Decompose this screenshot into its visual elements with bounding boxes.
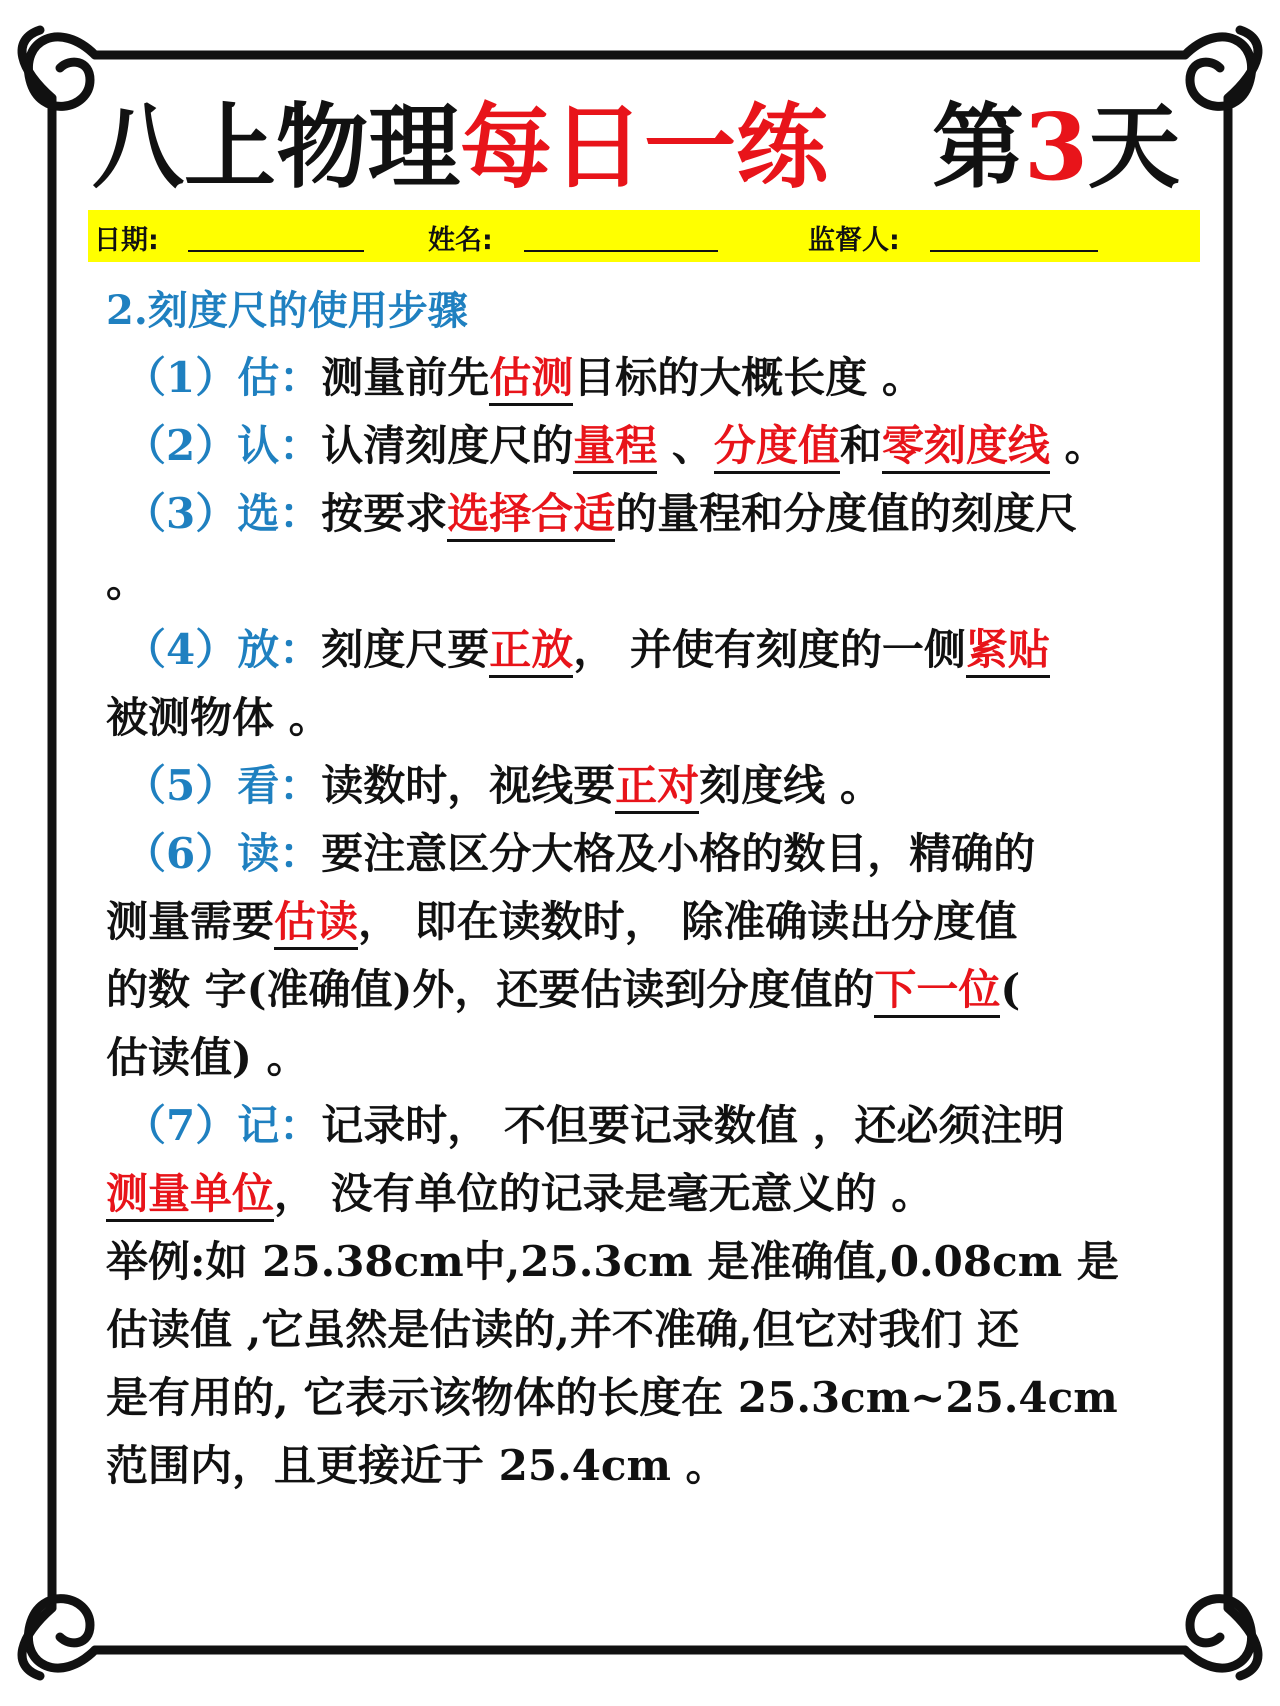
section-heading: 2.刻度尺的使用步骤: [106, 287, 468, 334]
example-line: 估读值 ,它虽然是估读的,并不准确,但它对我们 还: [106, 1305, 1020, 1354]
name-field[interactable]: [524, 250, 718, 252]
example-paragraph: [106, 1228, 1206, 1500]
step-7-line2: 测量单位， 没有单位的记录是毫无意义的 。: [106, 1160, 1206, 1228]
step-3-tail: 。: [106, 557, 149, 606]
title-daily-practice: 每日一练: [460, 93, 829, 201]
example-line: 是有用的, 它表示该物体的长度在 25.3cm~25.4cm: [106, 1373, 1118, 1422]
date-field[interactable]: [188, 250, 364, 252]
step-2: （2）认：认清刻度尺的量程 、分度值和零刻度线 。: [106, 412, 1206, 480]
step-7: （7）记：记录时， 不但要记录数值 ，还必须注明: [124, 1101, 1065, 1150]
title-subject: 八上物理: [92, 93, 461, 201]
page-title: [92, 92, 1192, 202]
date-label: 日期:: [94, 225, 159, 256]
step-3: （3）选：按要求选择合适的量程和分度值的刻度尺: [106, 480, 1206, 548]
name-label: 姓名:: [428, 225, 493, 256]
title-day: 第3天: [932, 93, 1181, 201]
supervisor-label: 监督人:: [808, 225, 900, 256]
supervisor-field[interactable]: [930, 250, 1098, 252]
step-6-line2: 测量需要估读， 即在读数时， 除准确读出分度值: [106, 888, 1206, 956]
step-1: （1）估：测量前先估测目标的大概长度 。: [106, 344, 1206, 412]
example-line: 范围内，且更接近于 25.4cm 。: [106, 1441, 728, 1490]
step-6-line4: 估读值) 。: [106, 1033, 309, 1082]
step-4-tail: 被测物体 。: [106, 693, 331, 742]
step-6: （6）读：要注意区分大格及小格的数目，精确的: [124, 829, 1036, 878]
info-bar: [88, 210, 1200, 262]
step-6-line3: 的数 字(准确值)外，还要估读到分度值的下一位(: [106, 956, 1206, 1024]
step-5: （5）看：读数时，视线要正对刻度线 。: [106, 752, 1206, 820]
step-4: （4）放：刻度尺要正放， 并使有刻度的一侧紧贴: [106, 616, 1206, 684]
content: [106, 278, 1206, 1500]
example-line: 举例:如 25.38cm中,25.3cm 是准确值,0.08cm 是: [106, 1237, 1119, 1286]
